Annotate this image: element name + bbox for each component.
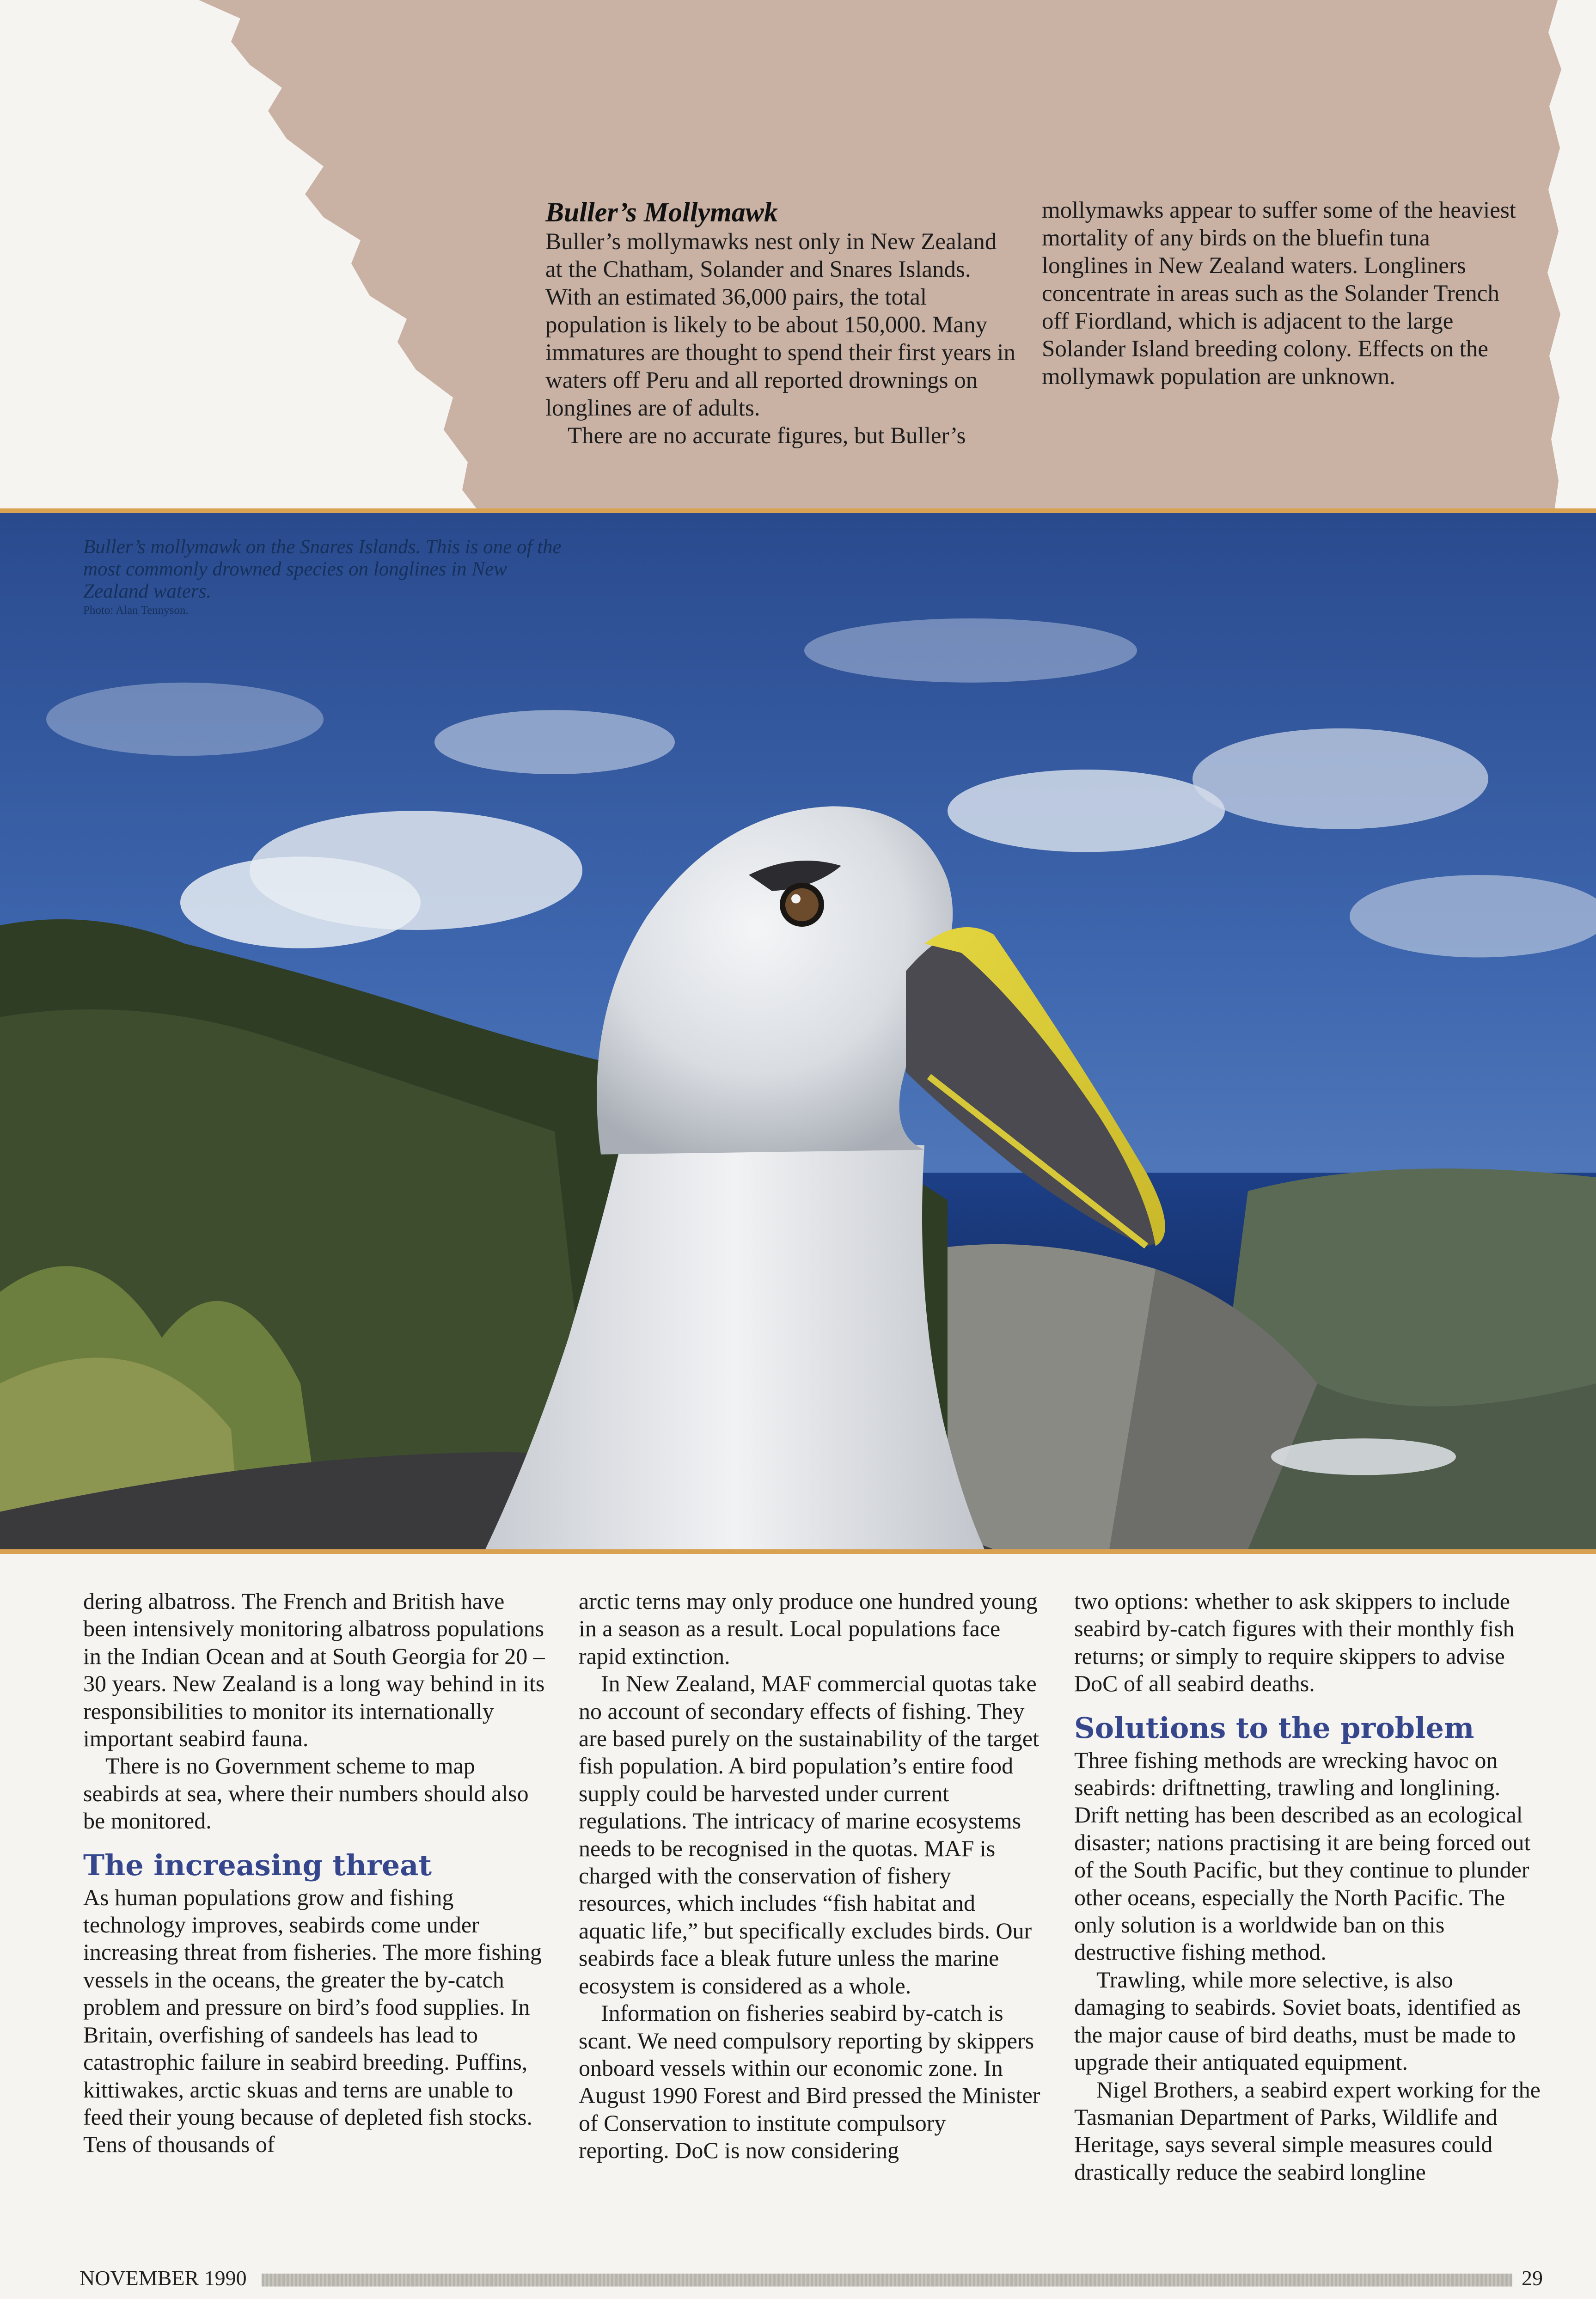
article-column-1 [83,1588,545,2158]
photo-caption [83,536,573,618]
article-paragraph: Trawling, while more selective, is also damaging to seabirds. Soviet boats, identified as the major cause of bird deaths, must be made to upgrade their antiquated equipment. [1074,1966,1521,2075]
article-paragraph: In New Zealand, MAF commercial quotas take no account of secondary effects of fishing. They are based purely on the sustainability of the target fish population. A bird population’s entire food supply could be harvested under current regulations. The intricacy of marine ecosystems needs to be recognised in the quotas. MAF is charged with the conservation of fishery resources, which includes “fish habitat and aquatic life,” but specifically excludes birds. Our seabirds face a bleak future unless the marine ecosystem is considered as a whole. [579,1670,1039,1999]
article-column-3 [1074,1588,1541,2186]
caption-text: Buller’s mollymawk on the Snares Islands. This is one of the most commonly drowned species on longlines in New Zealand waters. [83,536,562,602]
article-paragraph: dering albatross. The French and British have been intensively monitoring albatross populations in the Indian Ocean and at South Georgia for 20 – 30 years. New Zealand is a long way behind in its responsibilities to monitor its internationally important seabird fauna. [83,1588,545,1752]
sidebar-title: Buller’s Mollymawk [545,197,778,227]
article-paragraph: There is no Government scheme to map seabirds at sea, where their numbers should also be monitored. [83,1753,529,1834]
article-paragraph: arctic terns may only produce one hundred young in a season as a result. Local populations face rapid extinction. [579,1588,1038,1669]
section-heading: Solutions to the problem [1074,1711,1474,1745]
article-paragraph: Information on fisheries seabird by-catch is scant. We need compulsory reporting by skippers onboard vessels within our economic zone. In August 1990 Forest and Bird pressed the Minister of Conservation to institute compulsory reporting. DoC is now considering [579,2000,1040,2164]
sidebar-paragraph: Buller’s mollymawks nest only in New Zealand at the Chatham, Solander and Snares Islands. With an estimated 36,000 pairs, the total population is likely to be about 150,000. Many immatures are thought to spend their first years in waters off Peru and all reported drownings on longlines are of adults. [545,229,1015,421]
mollymawk-photo [0,508,1596,1554]
sidebar-column-2 [1042,196,1518,391]
photo-credit: Photo: Alan Tennyson. [83,604,189,617]
article-paragraph: two options: whether to ask skippers to include seabird by-catch figures with their monthly fish returns; or simply to require skippers to advise DoC of all seabird deaths. [1074,1588,1515,1697]
section-heading: The increasing threat [83,1848,432,1882]
footer-date: NOVEMBER 1990 [79,2266,247,2290]
article-paragraph: Three fishing methods are wrecking havoc on seabirds: driftnetting, trawling and longlining. Drift netting has been described as an ecological disaster; nations practising it are being forced out of the South Pacific, but they continue to plunder other oceans, especially the North Pacific. The only solution is a worldwide ban on this destructive fishing method. [1074,1747,1531,1965]
sidebar-paragraph: mollymawks appear to suffer some of the heaviest mortality of any birds on the bluefin tuna longlines in New Zealand waters. Longliners concentrate in areas such as the Solander Trench off Fiordland, which is adjacent to the large Solander Island breeding colony. Effects on the mollymawk population are unknown. [1042,197,1516,390]
sidebar-paragraph: There are no accurate figures, but Buller’s [568,423,966,449]
footer-rule [262,2274,1512,2287]
page-number: 29 [1522,2266,1543,2290]
sidebar-column-1 [545,196,1017,450]
article-paragraph: Nigel Brothers, a seabird expert working for the Tasmanian Department of Parks, Wildlife and Heritage, says several simple measures could drastically reduce the seabird longline [1074,2076,1541,2185]
article-column-2 [579,1588,1041,2164]
article-paragraph: As human populations grow and fishing technology improves, seabirds come under increasing threat from fisheries. The more fishing vessels in the oceans, the greater the by-catch problem and pressure on bird’s food supplies. In Britain, overfishing of sandeels has lead to catastrophic failure in seabird breeding. Puffins, kittiwakes, arctic skuas and terns are unable to feed their young because of depleted fish stocks. Tens of thousands of [83,1884,542,2158]
